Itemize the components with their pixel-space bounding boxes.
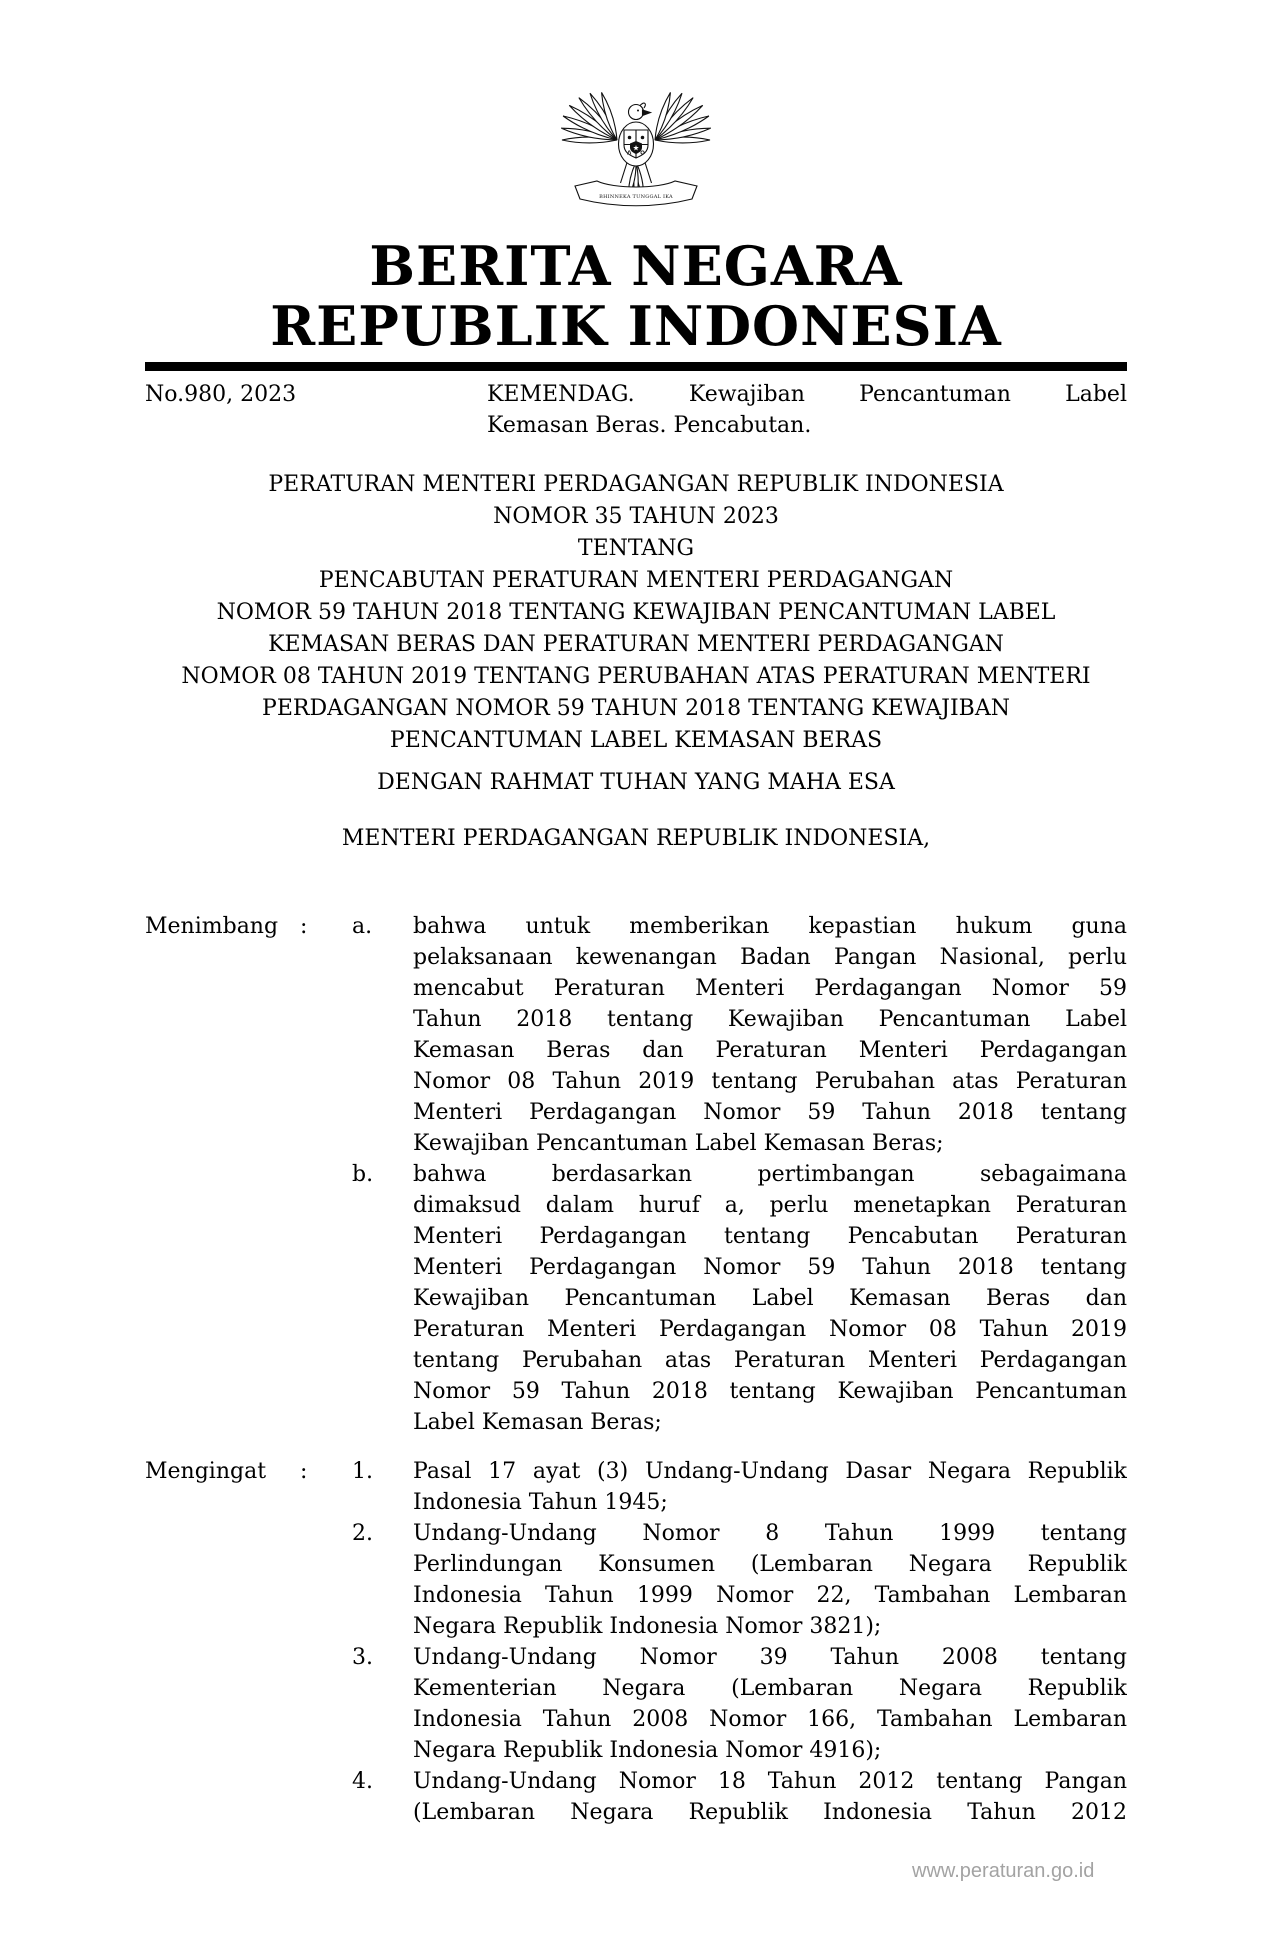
consideration-item-b: [352, 1159, 1127, 1438]
text-line: Nomor 59 Tahun 2018 tentang Kewajiban Pencantuman: [413, 1379, 1127, 1404]
list-marker: 2.: [352, 1521, 373, 1546]
text-line: Indonesia Tahun 1999 Nomor 22, Tambahan Lembaran: [413, 1583, 1127, 1608]
text-line: Undang-Undang Nomor 39 Tahun 2008 tentang: [413, 1645, 1127, 1670]
text-line: Label Kemasan Beras;: [413, 1410, 662, 1435]
regulation-title-line: NOMOR 59 TAHUN 2018 TENTANG KEWAJIBAN PENCANTUMAN LABEL: [216, 600, 1056, 625]
regulation-title-line: NOMOR 35 TAHUN 2023: [493, 504, 779, 529]
list-marker: a.: [352, 914, 373, 939]
invocation: DENGAN RAHMAT TUHAN YANG MAHA ESA: [377, 770, 895, 795]
text-line: bahwa untuk memberikan kepastian hukum guna: [413, 914, 1127, 939]
menimbang-label: Menimbang: [145, 914, 279, 939]
text-line: Undang-Undang Nomor 18 Tahun 2012 tentang Pangan: [413, 1769, 1127, 1794]
legal-basis-item-1: [352, 1456, 1127, 1518]
menimbang-colon: :: [300, 914, 308, 939]
legal-basis-text: [413, 1518, 1127, 1642]
consideration-item-a: [352, 911, 1127, 1159]
footer-url: www.peraturan.go.id: [912, 1860, 1095, 1882]
page-content: [145, 0, 1127, 1828]
text-line: Undang-Undang Nomor 8 Tahun 1999 tentang: [413, 1521, 1127, 1546]
mengingat-items: [352, 1456, 1127, 1828]
text-line: dimaksud dalam huruf a, perlu menetapkan Peraturan: [413, 1193, 1127, 1218]
regulation-title-line: PENCANTUMAN LABEL KEMASAN BERAS: [389, 728, 883, 753]
text-line: Negara Republik Indonesia Nomor 3821);: [413, 1614, 882, 1639]
menimbang-section: [145, 911, 1127, 1438]
text-line: Kementerian Negara (Lembaran Negara Republik: [413, 1676, 1127, 1701]
gazette-meta-row: [145, 379, 1127, 441]
garuda-pancasila-emblem: [561, 56, 711, 216]
text-line: Kemasan Beras dan Peraturan Menteri Perdagangan: [413, 1038, 1127, 1063]
regulation-title-line: PERDAGANGAN NOMOR 59 TAHUN 2018 TENTANG KEWAJIBAN: [262, 696, 1010, 721]
text-line: Menteri Perdagangan Nomor 59 Tahun 2018 tentang: [413, 1100, 1127, 1125]
subject-line: Kemasan Beras. Pencabutan.: [487, 413, 812, 438]
legal-basis-text: [413, 1766, 1127, 1828]
list-marker: 3.: [352, 1645, 373, 1670]
emblem-motto-text: BHINNEKA TUNGGAL IKA: [599, 194, 673, 200]
text-line: Negara Republik Indonesia Nomor 4916);: [413, 1738, 882, 1763]
masthead-title-line1: BERITA NEGARA: [369, 234, 903, 298]
regulation-title-line: PERATURAN MENTERI PERDAGANGAN REPUBLIK INDONESIA: [268, 472, 1004, 497]
text-line: Menteri Perdagangan tentang Pencabutan Peraturan: [413, 1224, 1127, 1249]
garuda-pancasila-icon: [561, 56, 711, 216]
legal-basis-text: [413, 1642, 1127, 1766]
legal-basis-item-3: [352, 1642, 1127, 1766]
regulation-title-line: PENCABUTAN PERATURAN MENTERI PERDAGANGAN: [318, 568, 954, 593]
regulation-title: [145, 469, 1127, 757]
text-line: Kewajiban Pencantuman Label Kemasan Beras dan: [413, 1286, 1127, 1311]
menimbang-items: [352, 911, 1127, 1438]
text-line: Perlindungan Konsumen (Lembaran Negara Republik: [413, 1552, 1127, 1577]
masthead-rule: [145, 362, 1127, 371]
legal-basis-item-2: [352, 1518, 1127, 1642]
regulation-title-line: NOMOR 08 TAHUN 2019 TENTANG PERUBAHAN ATAS PERATURAN MENTERI: [181, 664, 1091, 689]
list-marker: b.: [352, 1162, 374, 1187]
regulation-title-line: KEMASAN BERAS DAN PERATURAN MENTERI PERDAGANGAN: [268, 632, 1004, 657]
regulation-title-line: TENTANG: [577, 536, 695, 561]
authority: MENTERI PERDAGANGAN REPUBLIK INDONESIA,: [341, 826, 931, 851]
mengingat-colon: :: [300, 1459, 308, 1484]
text-line: bahwa berdasarkan pertimbangan sebagaimana: [413, 1162, 1127, 1187]
text-line: pelaksanaan kewenangan Badan Pangan Nasional, perlu: [413, 945, 1127, 970]
text-line: Pasal 17 ayat (3) Undang-Undang Dasar Negara Republik: [413, 1459, 1127, 1484]
text-line: Indonesia Tahun 1945;: [413, 1490, 668, 1515]
consideration-text: [413, 1159, 1127, 1438]
gazette-subject: [487, 379, 1127, 441]
text-line: Peraturan Menteri Perdagangan Nomor 08 Tahun 2019: [413, 1317, 1127, 1342]
list-marker: 4.: [352, 1769, 373, 1794]
text-line: mencabut Peraturan Menteri Perdagangan Nomor 59: [413, 976, 1127, 1001]
edition-number: No.980, 2023: [145, 382, 297, 407]
text-line: Indonesia Tahun 2008 Nomor 166, Tambahan Lembaran: [413, 1707, 1127, 1732]
text-line: (Lembaran Negara Republik Indonesia Tahun 2012: [413, 1800, 1127, 1825]
subject-line: KEMENDAG. Kewajiban Pencantuman Label: [487, 382, 1127, 407]
legal-basis-item-4: [352, 1766, 1127, 1828]
text-line: Menteri Perdagangan Nomor 59 Tahun 2018 tentang: [413, 1255, 1127, 1280]
consideration-text: [413, 911, 1127, 1159]
text-line: Tahun 2018 tentang Kewajiban Pencantuman Label: [413, 1007, 1127, 1032]
list-marker: 1.: [352, 1459, 373, 1484]
mengingat-label: Mengingat: [145, 1459, 267, 1484]
legal-basis-text: [413, 1456, 1127, 1518]
text-line: tentang Perubahan atas Peraturan Menteri Perdagangan: [413, 1348, 1127, 1373]
masthead-title-line2: REPUBLIK INDONESIA: [270, 294, 1002, 358]
text-line: Nomor 08 Tahun 2019 tentang Perubahan atas Peraturan: [413, 1069, 1127, 1094]
mengingat-section: [145, 1456, 1127, 1828]
text-line: Kewajiban Pencantuman Label Kemasan Beras;: [413, 1131, 944, 1156]
